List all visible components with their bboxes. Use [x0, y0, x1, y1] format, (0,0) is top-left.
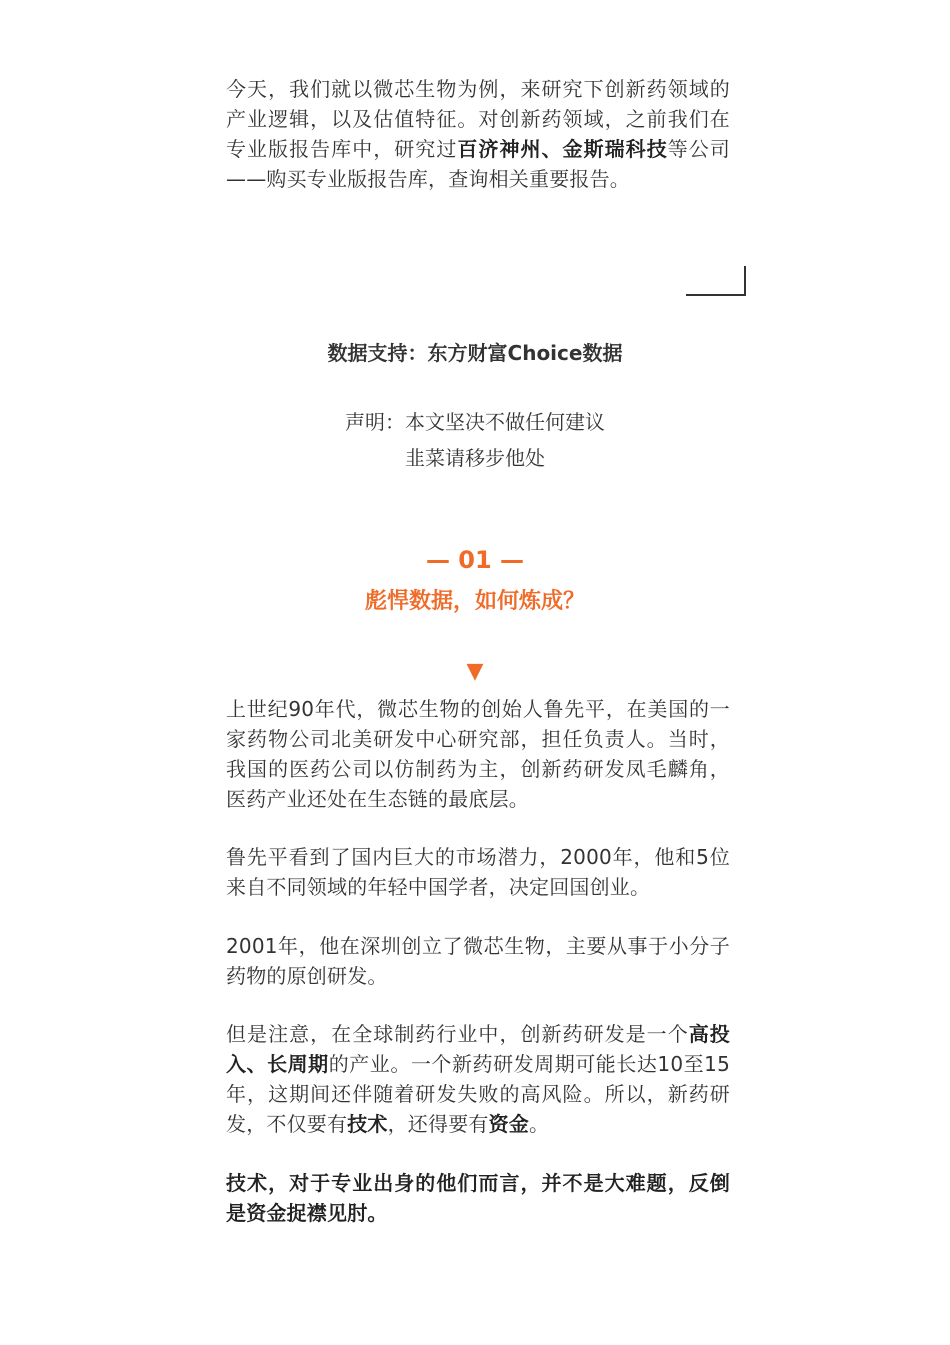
p4-text-3: ，还得要有	[387, 1112, 489, 1136]
statement-line-1: 声明：本文坚决不做任何建议	[345, 410, 605, 434]
p4-text-1: 但是注意，在全球制药行业中，创新药研发是一个	[226, 1022, 689, 1046]
body-paragraph-3: 2001年，他在深圳创立了微芯生物，主要从事于小分子药物的原创研发。	[226, 934, 730, 988]
p4-bold-high-input: 高投入、长周期	[226, 1022, 731, 1076]
p4-bold-technology: 技术	[347, 1112, 388, 1136]
section-number: — 01 —	[425, 546, 525, 574]
corner-bracket-decoration	[686, 266, 746, 296]
p4-bold-capital: 资金	[488, 1112, 530, 1136]
body-paragraph-4	[226, 1019, 730, 1139]
p4-text-4: 。	[529, 1112, 550, 1136]
intro-paragraph	[226, 74, 730, 194]
down-triangle-icon: ▼	[466, 659, 484, 684]
data-source-line: 数据支持：东方财富Choice数据	[327, 341, 623, 365]
p4-text-2: 的产业。一个新药研发周期可能长达10至15年，这期间还伴随着研发失败的高风险。所以，新药研发，不仅要有	[226, 1052, 730, 1136]
body-paragraph-5: 技术，对于专业出身的他们而言，并不是大难题，反倒是资金捉襟见肘。	[226, 1171, 730, 1225]
statement-line-2: 韭菜请移步他处	[405, 446, 545, 470]
body-paragraph-1: 上世纪90年代，微芯生物的创始人鲁先平，在美国的一家药物公司北美研发中心研究部，担任负责人。当时，我国的医药公司以仿制药为主，创新药研发凤毛麟角，医药产业还处在生态链的最底层。	[226, 697, 730, 811]
section-title: 彪悍数据，如何炼成？	[364, 589, 585, 614]
intro-text-2: 等公司——购买专业版报告库，查询相关重要报告。	[226, 137, 731, 191]
intro-bold-companies: 百济神州、金斯瑞科技	[457, 137, 668, 161]
intro-text-1: 今天，我们就以微芯生物为例，来研究下创新药领域的产业逻辑，以及估值特征。对创新药领域，之前我们在专业版报告库中，研究过	[226, 77, 730, 161]
body-paragraph-2: 鲁先平看到了国内巨大的市场潜力，2000年，他和5位来自不同领域的年轻中国学者，决定回国创业。	[226, 845, 730, 899]
